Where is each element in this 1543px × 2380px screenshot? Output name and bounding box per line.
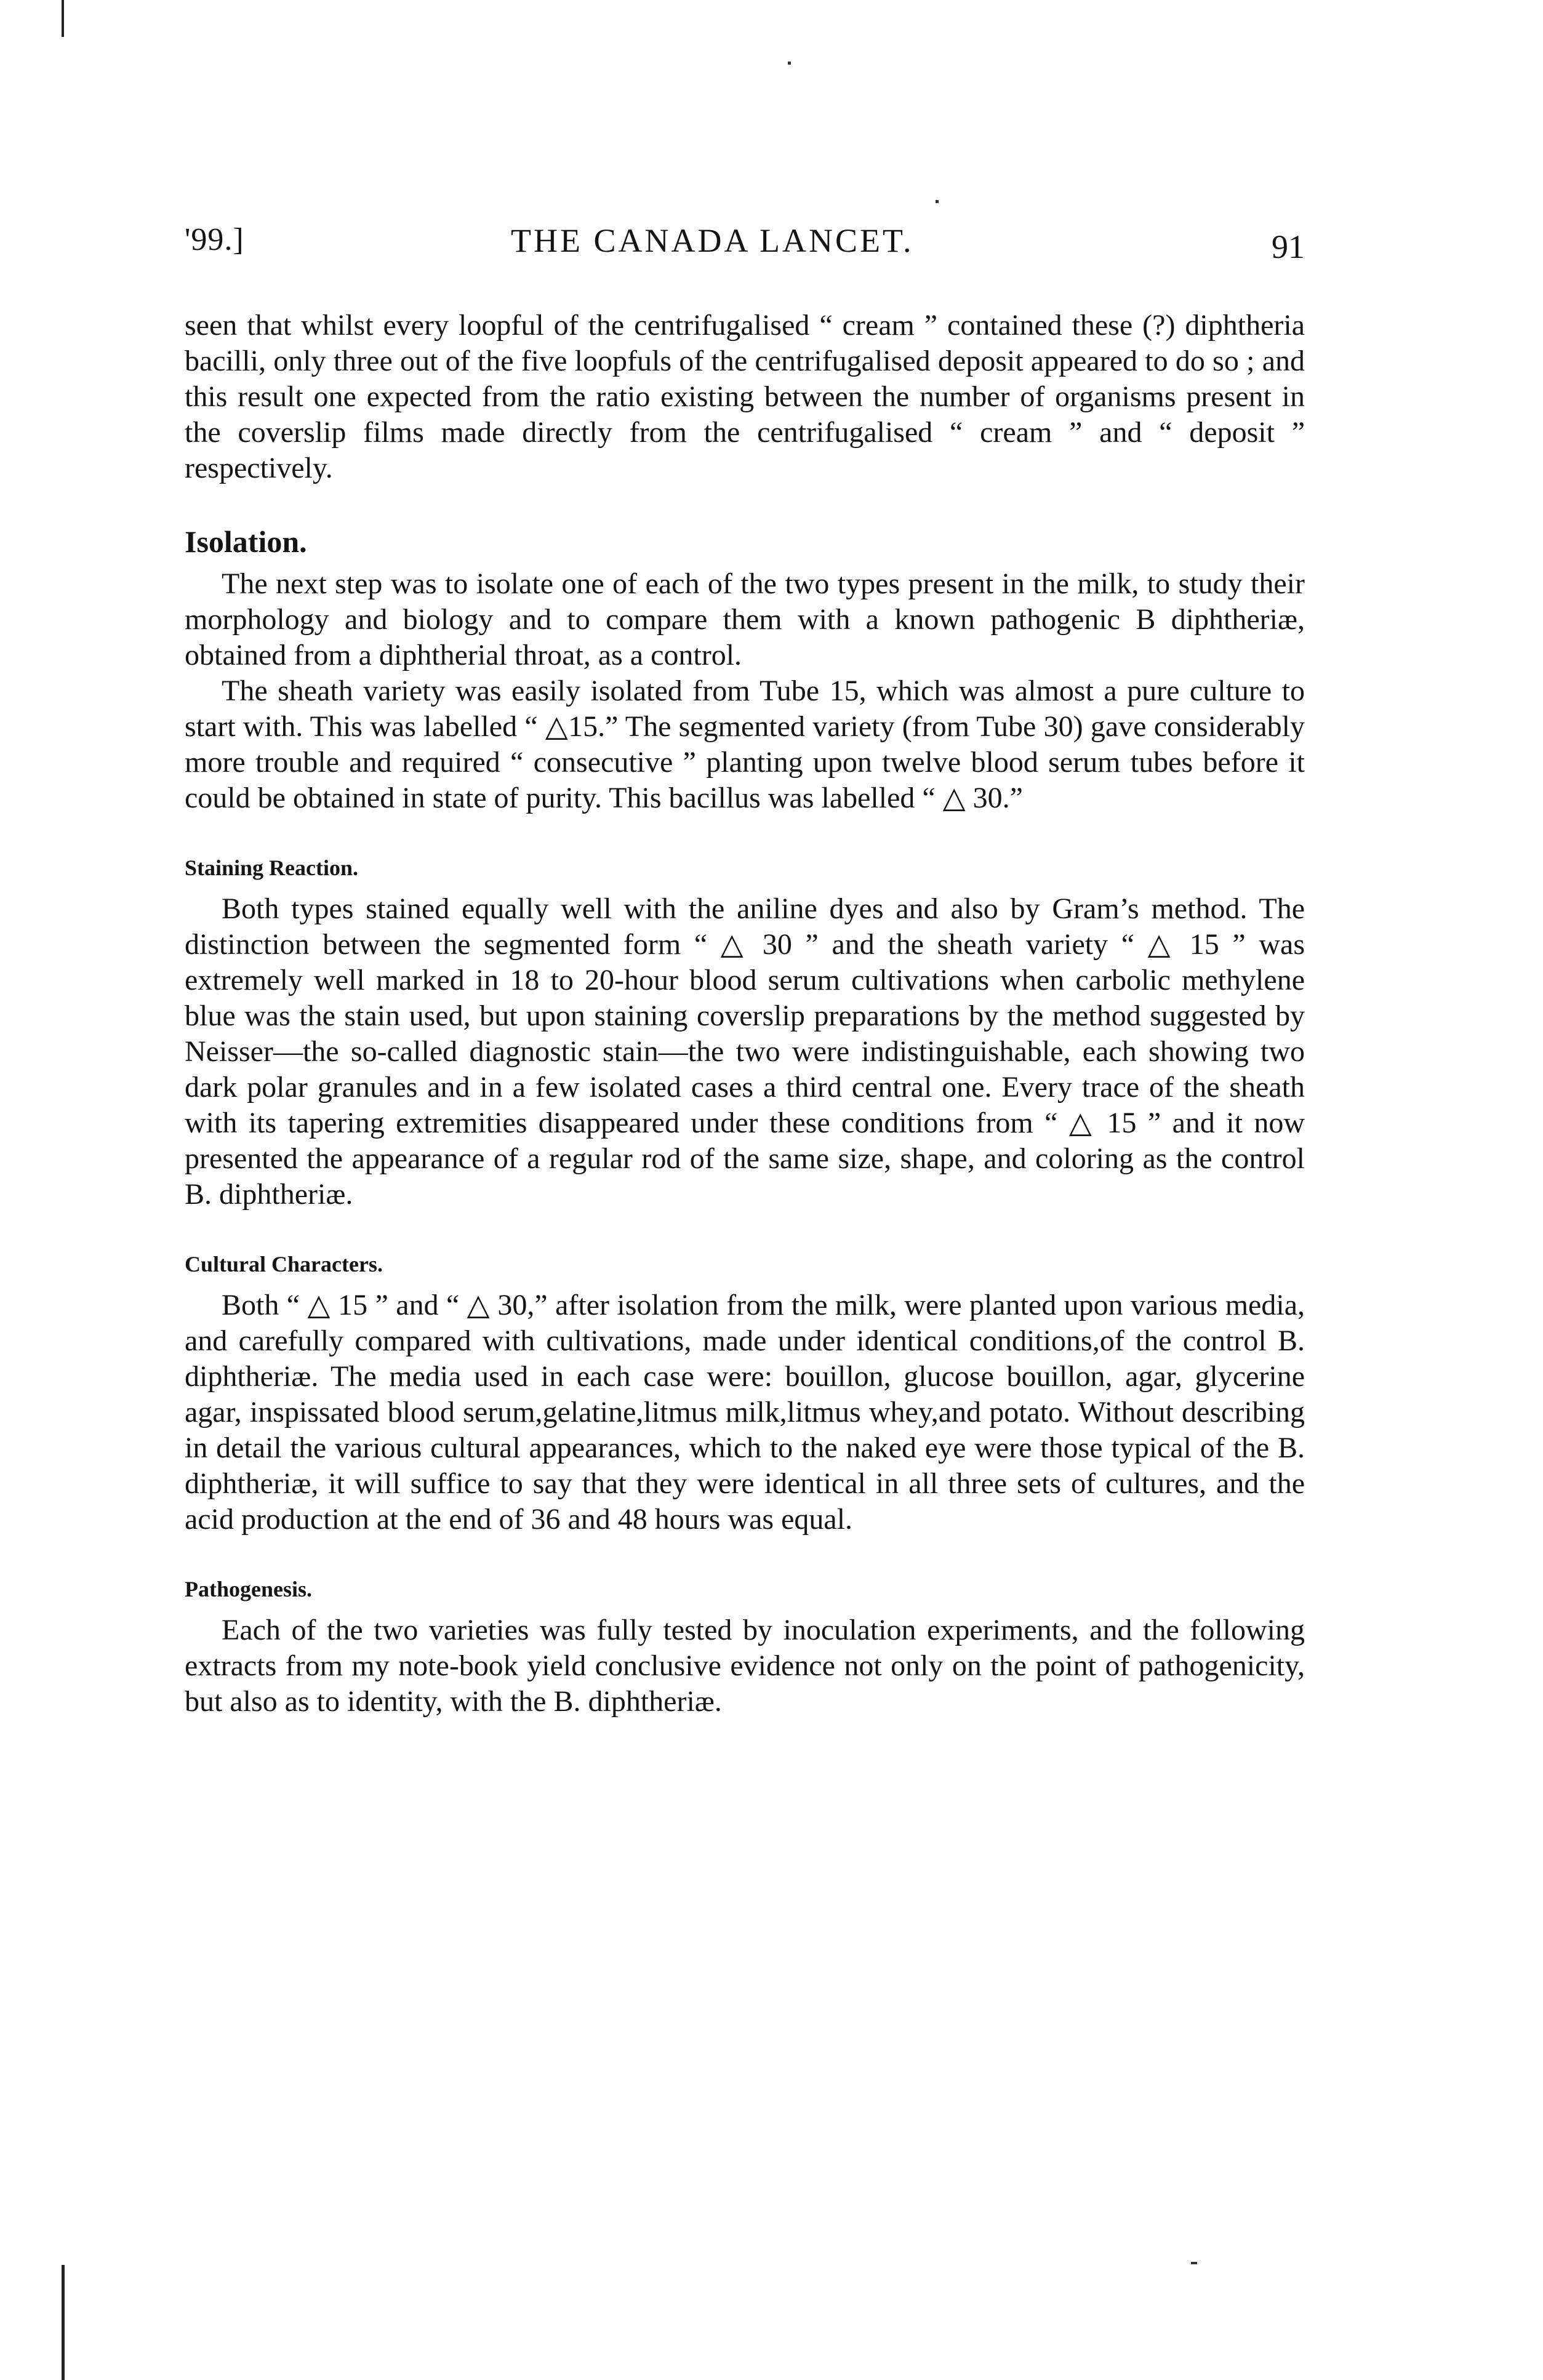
paragraph-isolation-2: The sheath variety was easily isolated from Tube 15, which was almost a pure culture to start with. This was labelled “ △15.” The segmented variety (from Tube 30) gave considerably more trouble and required “ consecutive ” planting upon twelve blood serum tubes before it could be obtained in state of purity. This bacillus was labelled “ △ 30.”: [185, 675, 1305, 814]
paragraph-pathogenesis: Each of the two varieties was fully tested by inoculation experiments, and the following extracts from my note-book yield conclusive evidence not only on the point of pathogenicity, but also as to identity, with the B. diphtheriæ.: [185, 1614, 1305, 1718]
heading-isolation: Isolation.: [185, 524, 307, 559]
paragraph-cultural: Both “ △ 15 ” and “ △ 30,” after isolation from the milk, were planted upon various media, and carefully compared with cultivations, made under identical conditions,of the control B. diphtheriæ. The media used in each case were: bouillon, glucose bouillon, agar, glycerine agar, inspissated blood serum,gelatine,litmus milk,litmus whey,and potato. Without describing in detail the various cultural appearances, which to the naked eye were those typical of the B. diphtheriæ, it will suffice to say that they were identical in all three sets of cultures, and the acid production at the end of 36 and 48 hours was equal.: [185, 1289, 1305, 1536]
scan-edge-line-bottom: [62, 2265, 65, 2380]
paragraph-staining: Both types stained equally well with the aniline dyes and also by Gram’s method. The distinction between the segmented form “ △ 30 ” and the sheath variety “ △ 15 ” was extremely well marked in 18 to 20-hour blood serum cultivations when carbolic methylene blue was the stain used, but upon staining coverslip preparations by the method suggested by Neisser—the so-called diagnostic stain—the two were indistinguishable, each showing two dark polar granules and in a few isolated cases a third central one. Every trace of the sheath with its tapering extremities disappeared under these conditions from “ △ 15 ” and it now presented the appearance of a regular rod of the same size, shape, and coloring as the control B. diphtheriæ.: [185, 892, 1305, 1211]
scan-speck: [788, 62, 791, 65]
article-body: [185, 308, 1305, 1720]
scan-speck: [1191, 2262, 1197, 2264]
heading-pathogenesis: Pathogenesis.: [185, 1577, 312, 1601]
scan-speck: [936, 200, 939, 203]
header-year: '99.]: [185, 222, 244, 257]
heading-staining-reaction: Staining Reaction.: [185, 855, 359, 880]
running-header: [185, 222, 1305, 271]
page-number: 91: [1272, 228, 1305, 265]
paragraph-isolation-1: The next step was to isolate one of each of the two types present in the milk, to study their morphology and biology and to compare them with a known pathogenic B diphtheriæ, obtained from a diphtherial throat, as a control.: [185, 567, 1305, 671]
paragraph-intro: seen that whilst every loopful of the centrifugalised “ cream ” contained these (?) diphtheria bacilli, only three out of the five loopfuls of the centrifugalised deposit appeared to do so ; and this result one expected from the ratio existing between the number of organisms present in the coverslip films made directly from the centrifugalised “ cream ” and “ deposit ” respectively.: [185, 309, 1305, 484]
heading-cultural-characters: Cultural Characters.: [185, 1252, 383, 1276]
scan-edge-line-top: [62, 0, 64, 37]
header-journal-title: THE CANADA LANCET.: [511, 222, 914, 259]
